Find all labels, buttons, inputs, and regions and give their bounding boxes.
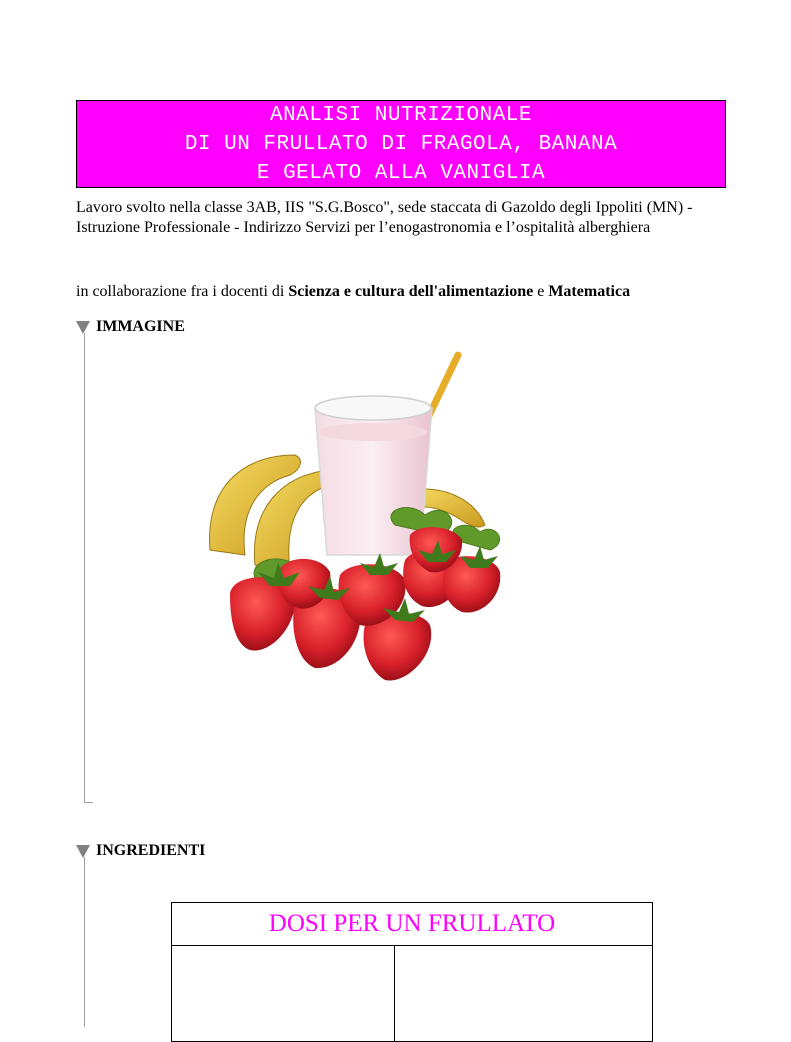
collapse-triangle-icon[interactable] bbox=[76, 321, 90, 334]
smoothie-image bbox=[200, 350, 530, 690]
title-line-1: ANALISI NUTRIZIONALE bbox=[269, 103, 533, 127]
section-guide-end bbox=[84, 802, 93, 803]
table-column-divider bbox=[394, 945, 395, 1041]
collab-subject-2: Matematica bbox=[548, 283, 631, 300]
section-guide-line bbox=[84, 857, 85, 1027]
section-immagine-header[interactable] bbox=[76, 318, 185, 336]
intro-text bbox=[76, 198, 736, 238]
dosi-table bbox=[171, 902, 653, 1042]
title-line-3: E GELATO ALLA VANIGLIA bbox=[256, 161, 546, 185]
section-ingredienti-header[interactable] bbox=[76, 842, 205, 860]
intro-line-1: Lavoro svolto nella classe 3AB, IIS "S.G.Bosco", sede staccata di Gazoldo degli Ippoliti (MN) - bbox=[76, 199, 693, 216]
smoothie-illustration bbox=[200, 350, 530, 695]
collab-subject-1: Scienza e cultura dell'alimentazione bbox=[288, 283, 534, 300]
dosi-table-title: DOSI PER UN FRULLATO bbox=[268, 910, 556, 937]
section-title-immagine: IMMAGINE bbox=[96, 318, 185, 335]
title-banner bbox=[76, 100, 726, 188]
collaboration-text bbox=[76, 282, 630, 302]
intro-line-2: Istruzione Professionale - Indirizzo Servizi per l’enogastronomia e l’ospitalità alberghiera bbox=[76, 219, 651, 236]
collab-prefix: in collaborazione fra i docenti di bbox=[76, 283, 289, 300]
section-title-ingredienti: INGREDIENTI bbox=[96, 842, 206, 859]
title-line-2: DI UN FRULLATO DI FRAGOLA, BANANA bbox=[184, 132, 618, 156]
collapse-triangle-icon[interactable] bbox=[76, 845, 90, 858]
collab-connector: e bbox=[533, 283, 549, 300]
table-header-divider bbox=[172, 945, 652, 946]
section-guide-line bbox=[84, 333, 85, 803]
